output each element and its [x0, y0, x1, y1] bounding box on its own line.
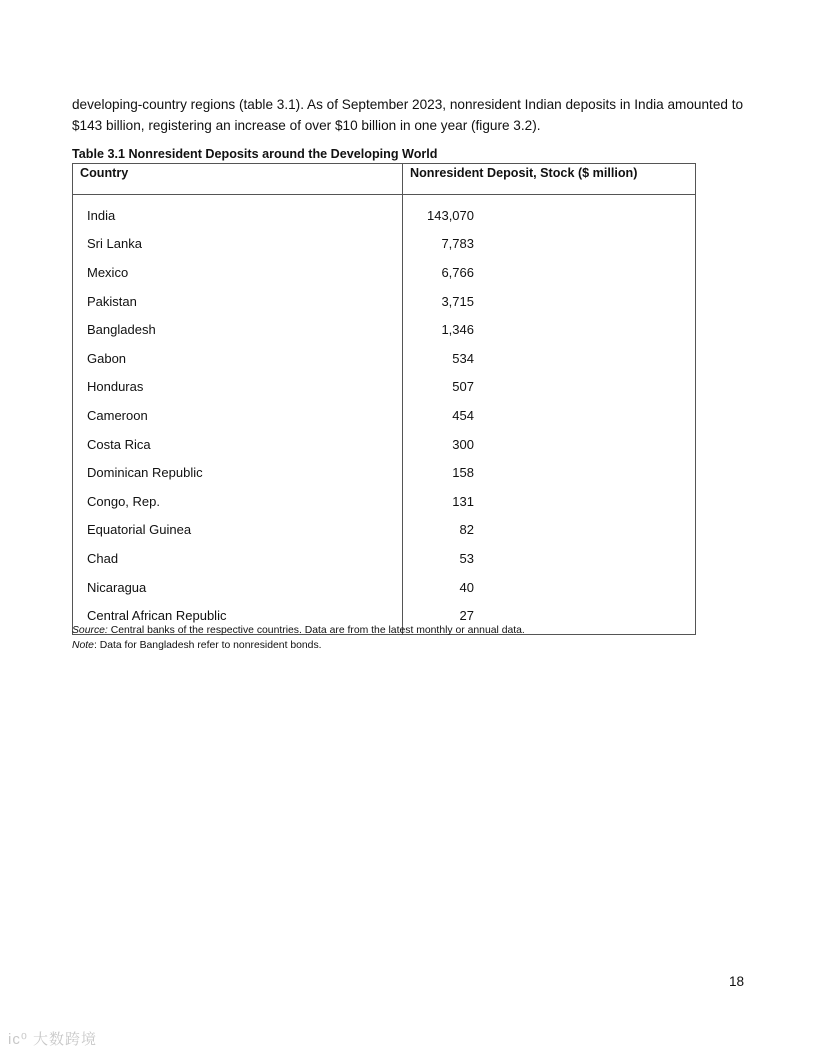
- deposit-value-cell: 40: [403, 573, 696, 602]
- source-label: Source:: [72, 625, 108, 636]
- table-row: [73, 516, 696, 545]
- country-cell: India: [73, 195, 403, 230]
- deposit-value-cell: 454: [403, 401, 696, 430]
- deposit-value-cell: 143,070: [403, 195, 696, 230]
- deposit-value-cell: 158: [403, 458, 696, 487]
- source-note: [72, 624, 525, 639]
- country-cell: Costa Rica: [73, 430, 403, 459]
- country-cell: Equatorial Guinea: [73, 516, 403, 545]
- table-notes: [72, 624, 525, 653]
- country-cell: Mexico: [73, 258, 403, 287]
- table-row: [73, 430, 696, 459]
- page-number: 18: [729, 974, 745, 989]
- deposit-value-cell: 27: [403, 601, 696, 634]
- deposit-value-cell: 534: [403, 344, 696, 373]
- deposit-value-cell: 7,783: [403, 230, 696, 259]
- country-cell: Congo, Rep.: [73, 487, 403, 516]
- table-row: [73, 373, 696, 402]
- country-cell: Bangladesh: [73, 315, 403, 344]
- deposit-value-cell: 131: [403, 487, 696, 516]
- country-cell: Nicaragua: [73, 573, 403, 602]
- deposit-value-cell: 6,766: [403, 258, 696, 287]
- deposit-value-cell: 82: [403, 516, 696, 545]
- note-text: : Data for Bangladesh refer to nonresident bonds.: [93, 639, 322, 651]
- country-cell: Central African Republic: [73, 601, 403, 634]
- bangladesh-note: [72, 639, 525, 654]
- table-row: [73, 230, 696, 259]
- table-row: [73, 287, 696, 316]
- deposit-value-cell: 507: [403, 373, 696, 402]
- column-header-deposit: Nonresident Deposit, Stock ($ million): [403, 164, 696, 195]
- country-cell: Honduras: [73, 373, 403, 402]
- deposit-value-cell: 1,346: [403, 315, 696, 344]
- deposit-value-cell: 300: [403, 430, 696, 459]
- note-label: Note: [72, 639, 94, 651]
- country-cell: Gabon: [73, 344, 403, 373]
- table-body: [73, 195, 696, 635]
- deposits-table: [72, 163, 696, 635]
- body-paragraph: developing-country regions (table 3.1). As of September 2023, nonresident Indian deposits in India amounted to $143 billion, registering an increase of over $10 billion in one year (figure 3.2).: [72, 97, 744, 133]
- country-cell: Dominican Republic: [73, 458, 403, 487]
- deposit-value-cell: 53: [403, 544, 696, 573]
- table-row: [73, 401, 696, 430]
- table-row: [73, 487, 696, 516]
- country-cell: Cameroon: [73, 401, 403, 430]
- table-row: [73, 573, 696, 602]
- table-title: Table 3.1 Nonresident Deposits around the Developing World: [72, 147, 438, 161]
- table-row: [73, 315, 696, 344]
- country-cell: Sri Lanka: [73, 230, 403, 259]
- table-row: [73, 195, 696, 230]
- country-cell: Pakistan: [73, 287, 403, 316]
- table-row: [73, 258, 696, 287]
- country-cell: Chad: [73, 544, 403, 573]
- deposit-value-cell: 3,715: [403, 287, 696, 316]
- table-row: [73, 544, 696, 573]
- table-header-row: [73, 164, 696, 195]
- column-header-country: Country: [73, 164, 403, 195]
- watermark-logo: ic⁰ 大数跨境: [8, 1031, 98, 1048]
- table-row: [73, 458, 696, 487]
- table-row: [73, 344, 696, 373]
- source-text: Central banks of the respective countries. Data are from the latest monthly or annual data.: [107, 625, 525, 636]
